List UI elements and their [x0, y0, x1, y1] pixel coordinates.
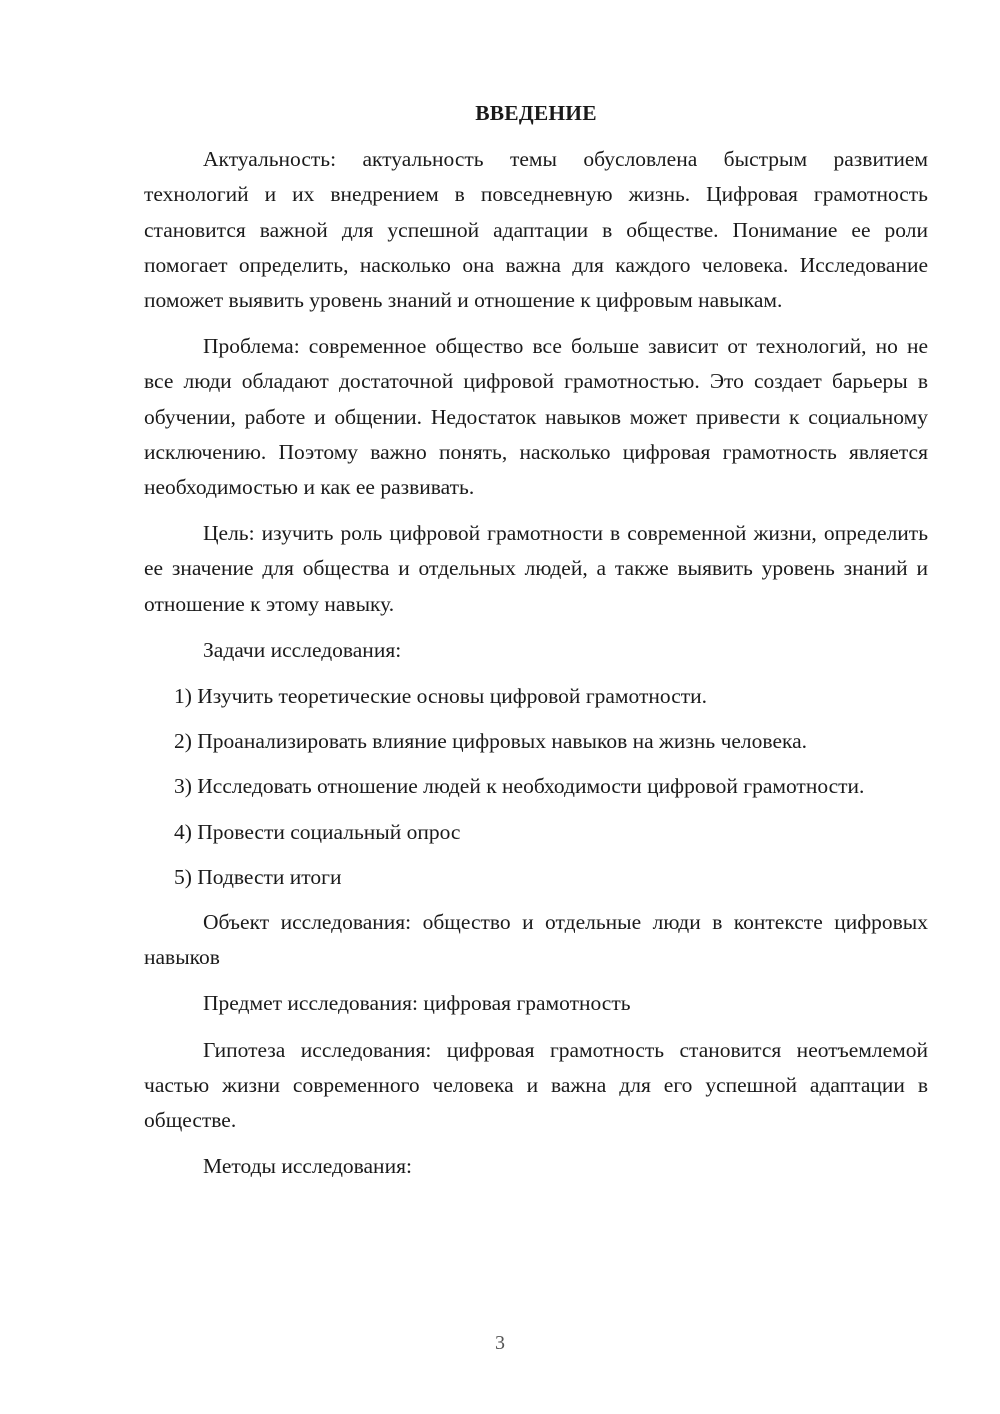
- tasks-heading: Задачи исследования:: [203, 637, 402, 662]
- page-content: [144, 96, 928, 1195]
- goal-paragraph: Цель: изучить роль цифровой грамотности в современной жизни, определить ее значение для общества и отдельных людей, а также выявить уровень знаний и отношение к этому навыку.: [144, 521, 928, 616]
- task-item-5: 5) Подвести итоги: [174, 864, 342, 889]
- task-item-3: 3) Исследовать отношение людей к необходимости цифровой грамотности.: [174, 774, 865, 799]
- object-paragraph: Объект исследования: общество и отдельные люди в контексте цифровых навыков: [144, 910, 928, 970]
- section-title: ВВЕДЕНИЕ: [475, 101, 597, 125]
- relevance-paragraph: Актуальность: актуальность темы обусловлена быстрым развитием технологий и их внедрением в повседневную жизнь. Цифровая грамотность становится важной для успешной адаптации в обществе. Понимание ее роли помогает определить, насколько она важна для каждого человека. Исследование поможет выявить уровень знаний и отношение к цифровым навыкам.: [144, 147, 928, 313]
- task-item-2: 2) Проанализировать влияние цифровых навыков на жизнь человека.: [174, 729, 808, 754]
- problem-paragraph: Проблема: современное общество все больше зависит от технологий, но не все люди обладают достаточной цифровой грамотностью. Это создает барьеры в обучении, работе и общении. Недостаток навыков может привести к социальному исключению. Поэтому важно понять, насколько цифровая грамотность является необходимостью и как ее развивать.: [144, 334, 928, 500]
- subject-paragraph: Предмет исследования: цифровая грамотность: [203, 991, 631, 1016]
- task-item-1: 1) Изучить теоретические основы цифровой грамотности.: [174, 684, 708, 709]
- methods-heading: Методы исследования:: [203, 1154, 412, 1179]
- page-number: 3: [495, 1332, 505, 1354]
- hypothesis-paragraph: Гипотеза исследования: цифровая грамотность становится неотъемлемой частью жизни современного человека и важна для его успешной адаптации в обществе.: [144, 1037, 928, 1133]
- task-item-4: 4) Провести социальный опрос: [174, 819, 461, 844]
